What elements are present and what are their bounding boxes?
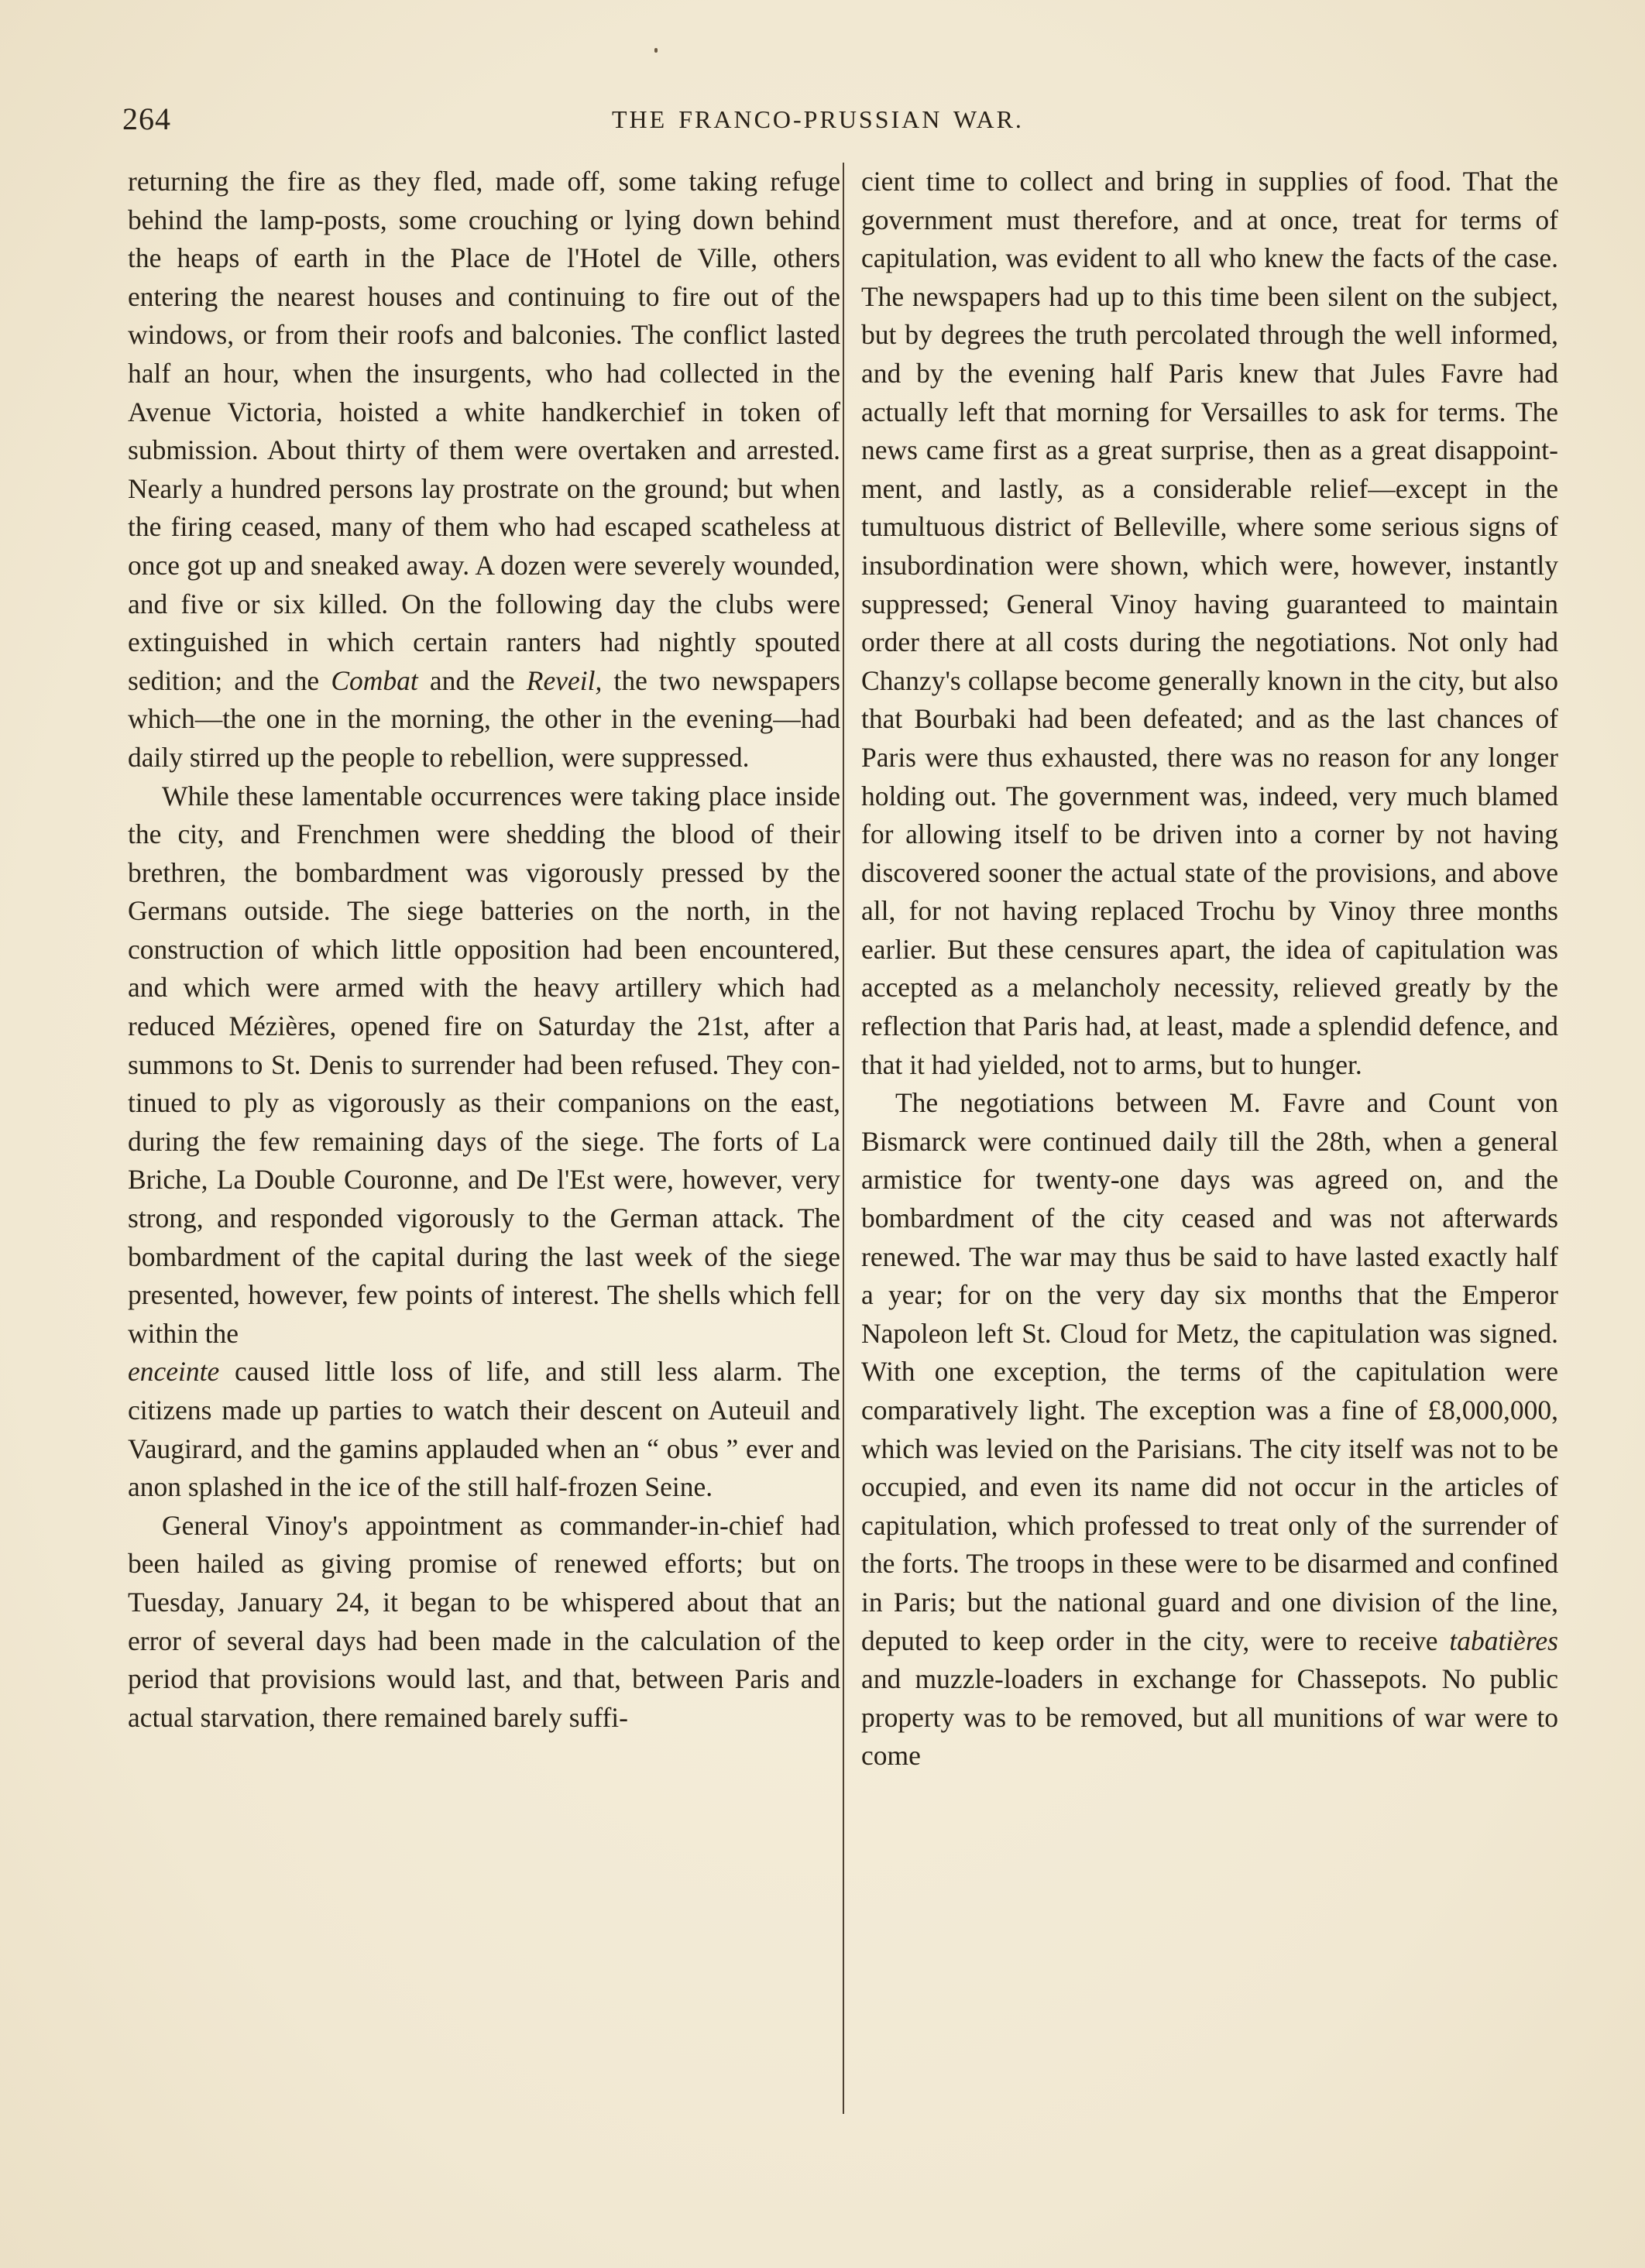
print-speck <box>654 48 658 53</box>
running-title: THE FRANCO-PRUSSIAN WAR. <box>612 105 1024 133</box>
newspaper-combat: Combat <box>331 664 418 696</box>
left-p1-text-c: the two newspapers which—the one in the morning, the other in the evening—had daily stirred up the people to rebellion, were suppressed. <box>128 664 840 773</box>
left-p1-text-a: returning the fire as they fled, made off, some taking refuge behind the lamp-posts, some crouching or lying down behind the heaps of earth in the Place de l'Hotel de Ville, others entering the nearest houses and continuing to fire out of the windows, or from their roofs and balconies. The conflict lasted half an hour, when the insurgents, who had collected in the Avenue Victoria, hoisted a white handkerchief in token of submission. About thirty of them were overtaken and arrested. Nearly a hundred persons lay prostrate on the ground; but when the firing ceased, many of them who had escaped scatheless at once got up and sneaked away. A dozen were severely wounded, and five or six killed. On the following day the clubs were extinguished in which certain ranters had nightly spouted sedition; and the <box>128 166 840 696</box>
newspaper-reveil: Reveil, <box>526 664 603 696</box>
left-column <box>128 163 840 2129</box>
right-p2-text: The negotiations between M. Favre and Count von Bismarck were continued daily till the 28th, when a general armistice for twenty-one days was agreed on, and the bombardment of the city ceased and was not afterwards renewed. The war may thus be said to have lasted exactly half a year; for on the very day six months that the Emperor Napoleon left St. Cloud for Metz, the capitulation was signed. With one exception, the terms of the capitulation were comparatively light. The exception was a fine of £8,000,000, which was levied on the Parisians. The city itself was not to be occupied, and even its name did not occur in the articles of capitulation, which professed to treat only of the surrender of the forts. The troops in these were to be disarmed and confined in Paris; but the national guard and one division of the line, deputed to keep order in the city, were to receive <box>861 1087 1558 1656</box>
term-enceinte: enceinte <box>128 1356 220 1388</box>
right-paragraph-1: cient time to collect and bring in supplies of food. That the government must therefore, and at once, treat for terms of capitulation, was evident to all who knew the facts of the case. The newspapers had up to this time been silent on the subject, but by degrees the truth percolated through the well informed, and by the evening half Paris knew that Jules Favre had actually left that morning for Versailles to ask for terms. The news came first as a great surprise, then as a great disappointment, and lastly, as a considerable relief—except in the tumultuous district of Belleville, where some serious signs of insubordination were shown, which were, however, instantly suppressed; General Vinoy having guaranteed to maintain order there at all costs during the negotiations. Not only had Chanzy's collapse become generally known in the city, but also that Bourbaki had been defeated; and as the last chances of Paris were thus exhausted, there was no reason for any longer holding out. The government was, indeed, very much blamed for allowing itself to be driven into a corner by not having discovered sooner the actual state of the provisions, and above all, for not having replaced Trochu by Vinoy three months earlier. But these censures apart, the idea of capitulation was accepted as a melancholy necessity, relieved greatly by the reflection that Paris had, at least, made a splendid defence, and that it had yielded, not to arms, but to hunger. <box>861 166 1558 1080</box>
left-paragraph-1 <box>128 163 840 777</box>
column-divider <box>843 163 844 2114</box>
left-p1-text-b: and the <box>417 664 527 696</box>
right-paragraph-2 <box>861 1084 1558 1776</box>
left-p2-rest: caused little loss of life, and still less alarm. The citizens made up parties to watch their descent on Auteuil and Vaugirard, and the gamins applauded when an “ obus ” ever and anon splashed in the ice of the still half-frozen Seine. <box>128 1356 840 1503</box>
left-p2-text: While these lamentable occurrences were taking place inside the city, and Frenchmen were shedding the blood of their brethren, the bombardment was vigorously pressed by the Germans outside. The siege batteries on the north, in the construction of which little opposition had been encountered, and which were armed with the heavy artillery which had reduced Mézières, opened fire on Saturday the 21st, after a summons to St. Denis to surrender had been refused. They continued to ply as vigorously as their companions on the east, during the few remaining days of the siege. The forts of La Briche, La Double Couronne, and De l'Est were, however, very strong, and responded vigorously to the German attack. The bombardment of the capital during the last week of the siege presented, however, few points of interest. The shells which fell within the <box>128 780 840 1349</box>
right-column <box>861 163 1558 2129</box>
page-number: 264 <box>122 101 171 136</box>
term-tabatieres: tabatières <box>1449 1625 1558 1656</box>
left-paragraph-2 <box>128 777 840 1507</box>
left-paragraph-3: General Vinoy's appointment as commander-in-chief had been hailed as giving promise of renewed efforts; but on Tuesday, January 24, it began to be whispered about that an error of several days had been made in the calculation of the period that provisions would last, and that, between Paris and actual starvation, there remained barely suffi- <box>128 1509 840 1733</box>
right-p2-rest: and muzzle-loaders in exchange for Chassepots. No public property was to be removed, but all munitions of war were to come <box>861 1663 1558 1772</box>
